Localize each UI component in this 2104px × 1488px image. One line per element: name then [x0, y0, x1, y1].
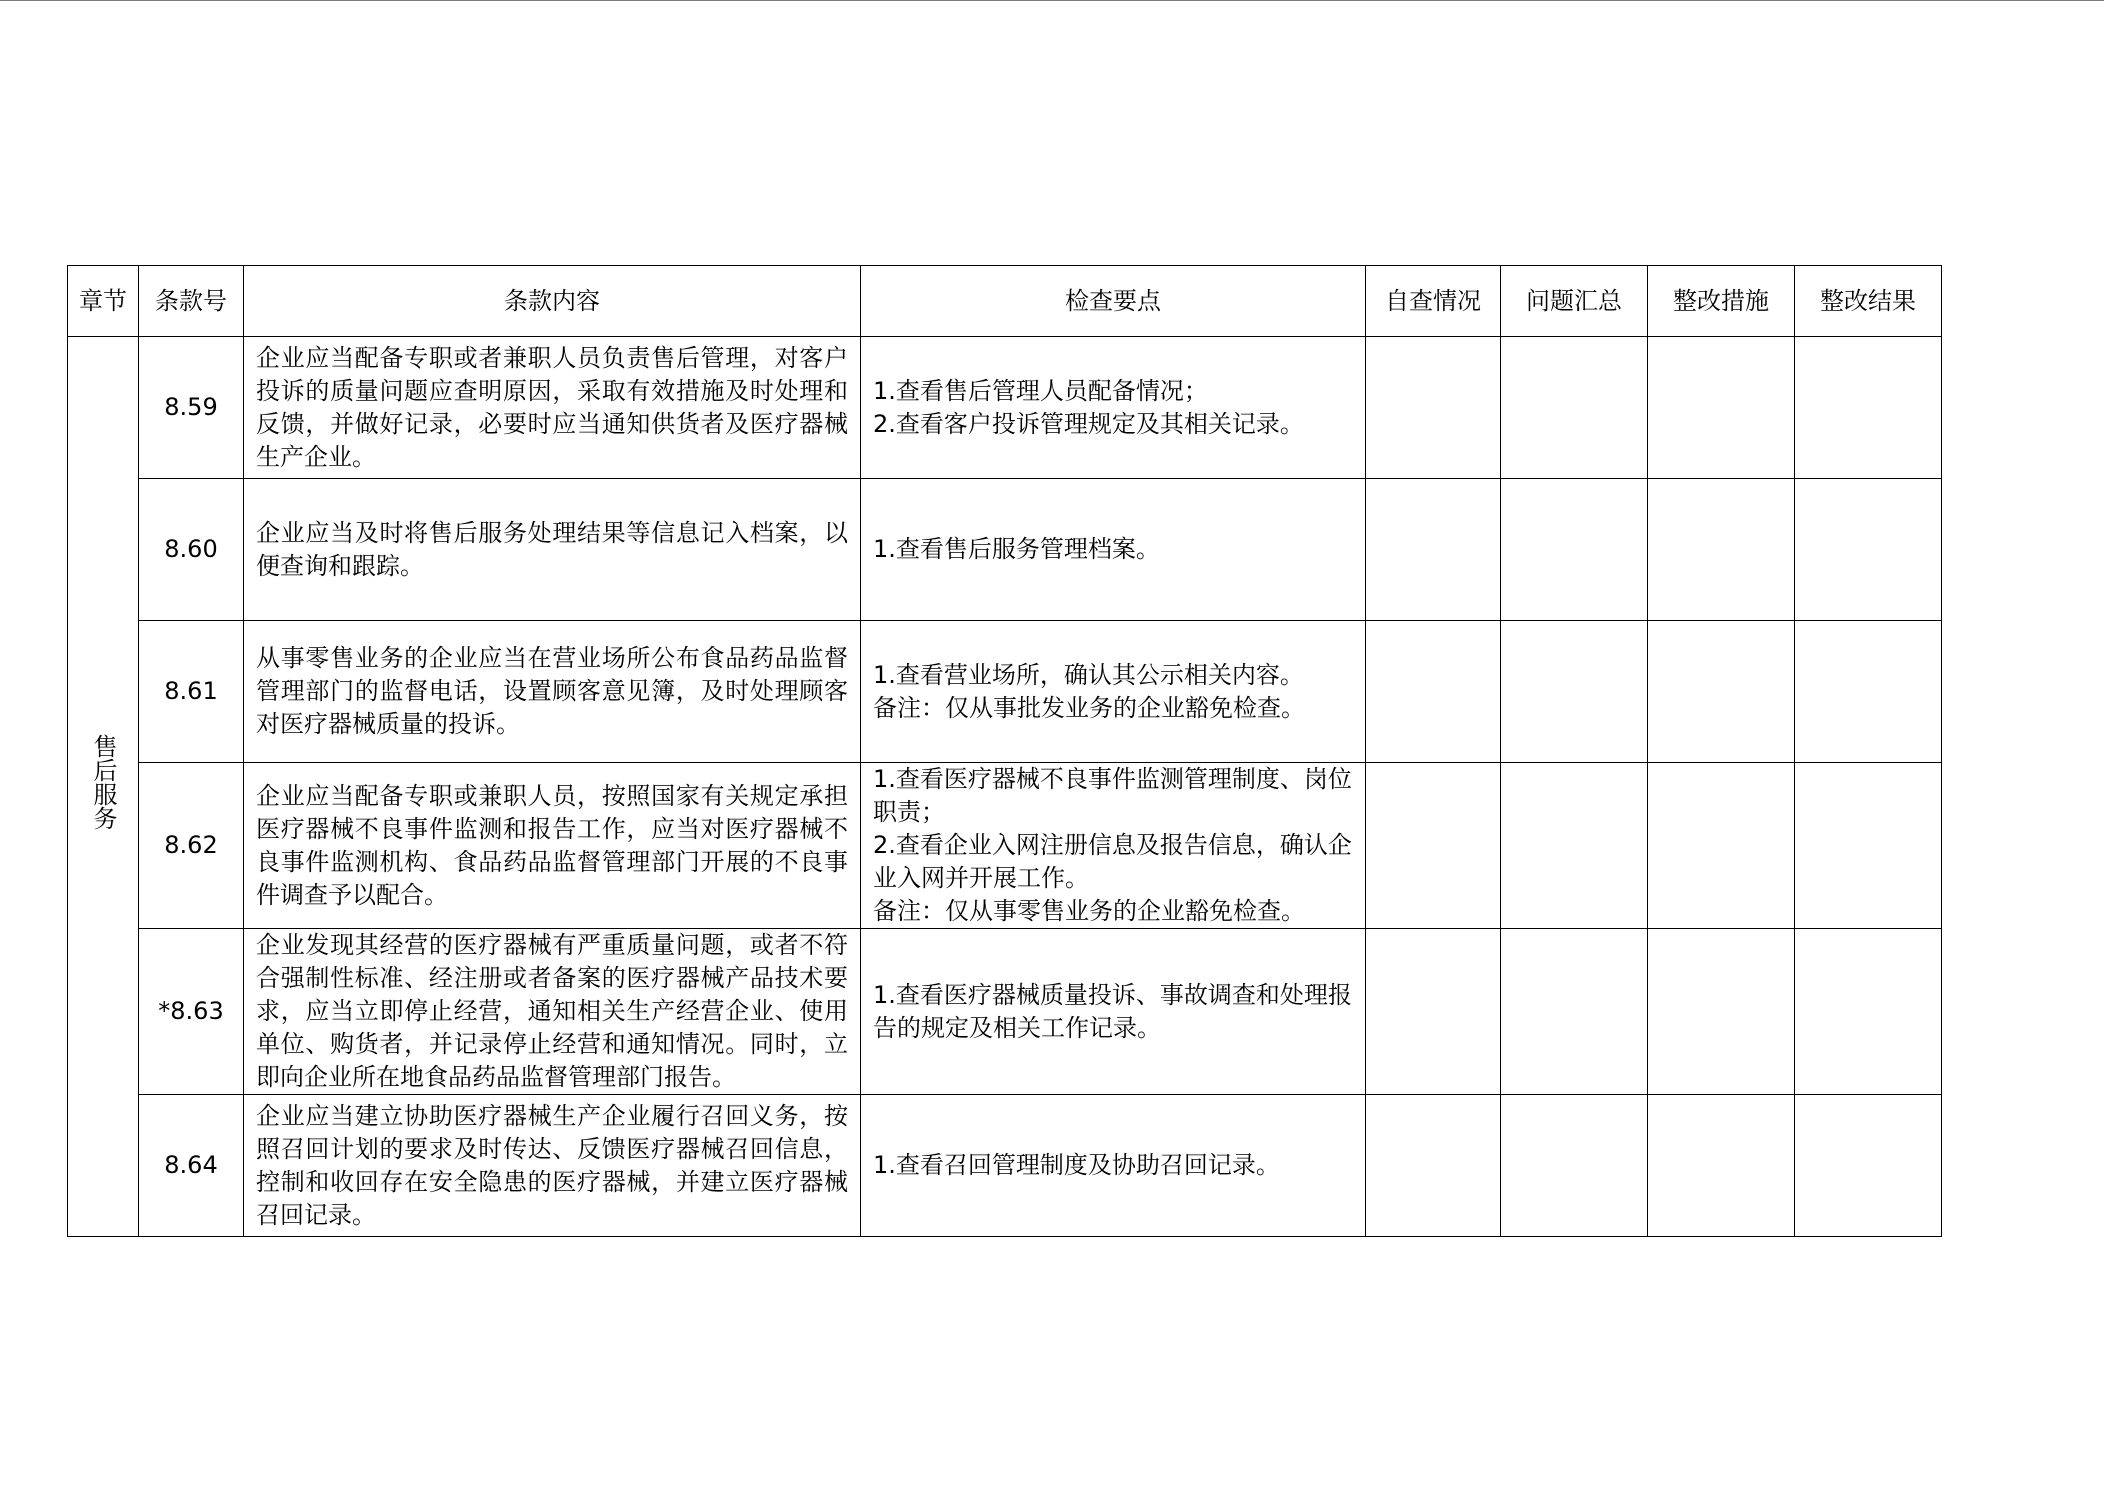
result-cell[interactable]	[1795, 621, 1942, 763]
issues-cell[interactable]	[1501, 763, 1648, 929]
chapter-name: 售后服务	[89, 734, 117, 830]
check-point-line: 1.查看售后服务管理档案。	[873, 535, 1160, 563]
self-check-cell[interactable]	[1366, 929, 1501, 1095]
clause-number: 8.61	[139, 621, 244, 763]
clause-content: 企业应当建立协助医疗器械生产企业履行召回义务，按照召回计划的要求及时传达、反馈医疗器械召回信息，控制和收回存在安全隐患的医疗器械，并建立医疗器械召回记录。	[244, 1095, 861, 1237]
header-self-check: 自查情况	[1366, 266, 1501, 337]
self-check-cell[interactable]	[1366, 337, 1501, 479]
check-point-line: 1.查看医疗器械不良事件监测管理制度、岗位职责；	[873, 765, 1352, 826]
header-content: 条款内容	[244, 266, 861, 337]
check-point-line: 2.查看客户投诉管理规定及其相关记录。	[873, 409, 1304, 438]
check-points	[861, 337, 1366, 479]
clause-number: 8.62	[139, 763, 244, 929]
header-measures: 整改措施	[1648, 266, 1795, 337]
check-point-line: 备注：仅从事零售业务的企业豁免检查。	[873, 897, 1305, 925]
table-row	[68, 337, 1942, 479]
table-row	[68, 763, 1942, 929]
self-check-cell[interactable]	[1366, 763, 1501, 929]
clause-content: 企业发现其经营的医疗器械有严重质量问题，或者不符合强制性标准、经注册或者备案的医疗器械产品技术要求，应当立即停止经营，通知相关生产经营企业、使用单位、购货者，并记录停止经营和通知情况。同时，立即向企业所在地食品药品监督管理部门报告。	[244, 929, 861, 1095]
measures-cell[interactable]	[1648, 763, 1795, 929]
clause-number: 8.59	[139, 337, 244, 479]
measures-cell[interactable]	[1648, 479, 1795, 621]
issues-cell[interactable]	[1501, 337, 1648, 479]
clause-number: *8.63	[139, 929, 244, 1095]
check-point-line: 1.查看营业场所，确认其公示相关内容。	[873, 660, 1304, 689]
measures-cell[interactable]	[1648, 337, 1795, 479]
result-cell[interactable]	[1795, 337, 1942, 479]
measures-cell[interactable]	[1648, 929, 1795, 1095]
issues-cell[interactable]	[1501, 479, 1648, 621]
result-cell[interactable]	[1795, 763, 1942, 929]
result-cell[interactable]	[1795, 1095, 1942, 1237]
clause-content: 企业应当配备专职或兼职人员，按照国家有关规定承担医疗器械不良事件监测和报告工作，应当对医疗器械不良事件监测机构、食品药品监督管理部门开展的不良事件调查予以配合。	[244, 763, 861, 929]
check-point-line: 1.查看召回管理制度及协助召回记录。	[873, 1151, 1280, 1179]
header-issues: 问题汇总	[1501, 266, 1648, 337]
check-point-line: 2.查看企业入网注册信息及报告信息，确认企业入网并开展工作。	[873, 831, 1352, 892]
clause-number: 8.64	[139, 1095, 244, 1237]
inspection-table	[67, 265, 1942, 1237]
check-point-line: 1.查看医疗器械质量投诉、事故调查和处理报告的规定及相关工作记录。	[873, 980, 1352, 1042]
check-points	[861, 479, 1366, 621]
result-cell[interactable]	[1795, 479, 1942, 621]
check-points	[861, 763, 1366, 929]
table-row	[68, 929, 1942, 1095]
page-top-border	[0, 0, 2104, 1]
check-points	[861, 1095, 1366, 1237]
clause-content: 从事零售业务的企业应当在营业场所公布食品药品监督管理部门的监督电话，设置顾客意见簿，及时处理顾客对医疗器械质量的投诉。	[244, 621, 861, 763]
self-check-cell[interactable]	[1366, 1095, 1501, 1237]
table-row	[68, 1095, 1942, 1237]
header-clause-no: 条款号	[139, 266, 244, 337]
issues-cell[interactable]	[1501, 621, 1648, 763]
header-chapter: 章节	[68, 266, 139, 337]
issues-cell[interactable]	[1501, 929, 1648, 1095]
header-check-points: 检查要点	[861, 266, 1366, 337]
table-row	[68, 621, 1942, 763]
clause-content: 企业应当及时将售后服务处理结果等信息记入档案，以便查询和跟踪。	[244, 479, 861, 621]
measures-cell[interactable]	[1648, 621, 1795, 763]
measures-cell[interactable]	[1648, 1095, 1795, 1237]
header-result: 整改结果	[1795, 266, 1942, 337]
result-cell[interactable]	[1795, 929, 1942, 1095]
clause-number: 8.60	[139, 479, 244, 621]
issues-cell[interactable]	[1501, 1095, 1648, 1237]
header-row	[68, 266, 1942, 337]
check-points	[861, 929, 1366, 1095]
check-point-line: 备注：仅从事批发业务的企业豁免检查。	[873, 693, 1305, 722]
table-row	[68, 479, 1942, 621]
check-point-line: 1.查看售后管理人员配备情况；	[873, 376, 1208, 405]
clause-content: 企业应当配备专职或者兼职人员负责售后管理，对客户投诉的质量问题应查明原因，采取有效措施及时处理和反馈，并做好记录，必要时应当通知供货者及医疗器械生产企业。	[244, 337, 861, 479]
check-points	[861, 621, 1366, 763]
self-check-cell[interactable]	[1366, 621, 1501, 763]
self-check-cell[interactable]	[1366, 479, 1501, 621]
chapter-cell	[68, 337, 139, 1237]
